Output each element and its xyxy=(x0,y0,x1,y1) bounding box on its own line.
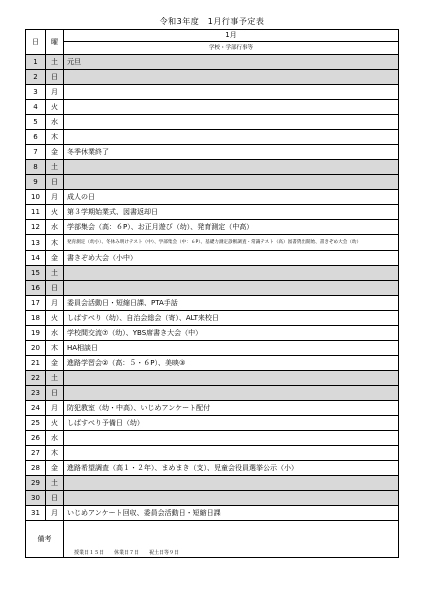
table-row xyxy=(26,85,399,100)
header-month-cell xyxy=(64,30,399,55)
table-row xyxy=(26,145,399,160)
table-row xyxy=(26,100,399,115)
event-cell: 元旦 xyxy=(64,55,399,70)
weekday-cell: 火 xyxy=(46,311,64,326)
weekday-cell: 火 xyxy=(46,416,64,431)
weekday-cell: 月 xyxy=(46,85,64,100)
day-cell: 24 xyxy=(26,401,46,416)
event-cell: 成人の日 xyxy=(64,190,399,205)
table-row xyxy=(26,175,399,190)
event-cell xyxy=(64,100,399,115)
table-row xyxy=(26,311,399,326)
day-cell: 11 xyxy=(26,205,46,220)
weekday-cell: 水 xyxy=(46,326,64,341)
weekday-cell: 日 xyxy=(46,386,64,401)
table-row xyxy=(26,446,399,461)
table-row xyxy=(26,251,399,266)
header-subheader: 学校・学部行事等 xyxy=(208,45,253,51)
event-cell xyxy=(64,431,399,446)
day-cell: 26 xyxy=(26,431,46,446)
event-cell: HA相談日 xyxy=(64,341,399,356)
weekday-cell: 水 xyxy=(46,115,64,130)
day-cell: 19 xyxy=(26,326,46,341)
weekday-cell: 月 xyxy=(46,190,64,205)
weekday-cell: 火 xyxy=(46,100,64,115)
weekday-cell: 土 xyxy=(46,266,64,281)
table-row xyxy=(26,401,399,416)
weekday-cell: 月 xyxy=(46,506,64,521)
table-row xyxy=(26,205,399,220)
summary-note: 授業日１５日 休業日７日 祝土日等９日 xyxy=(74,550,180,556)
event-cell: 発育測定（幼小）、冬休み明けテスト（中）、学部集会（中：６P）、基礎力測定診断調査・常識テスト（高）図書貸出開始、書きぞめ大会（幼） xyxy=(64,235,399,251)
day-cell: 27 xyxy=(26,446,46,461)
event-cell xyxy=(64,160,399,175)
day-cell: 30 xyxy=(26,491,46,506)
weekday-cell: 土 xyxy=(46,55,64,70)
day-cell: 22 xyxy=(26,371,46,386)
event-cell: 書きぞめ大会（小中） xyxy=(64,251,399,266)
event-cell: 学部集会（高：６P）、お正月遊び（幼）、発育測定（中高） xyxy=(64,220,399,235)
day-cell: 31 xyxy=(26,506,46,521)
table-row xyxy=(26,506,399,521)
remarks-label: 備考 xyxy=(26,521,64,558)
table-row xyxy=(26,296,399,311)
day-cell: 16 xyxy=(26,281,46,296)
table-row xyxy=(26,160,399,175)
table-row xyxy=(26,266,399,281)
event-cell xyxy=(64,476,399,491)
day-cell: 15 xyxy=(26,266,46,281)
schedule-table xyxy=(25,29,399,558)
day-cell: 14 xyxy=(26,251,46,266)
event-cell: いじめアンケート回収、委員会活動日・短縮日課 xyxy=(64,506,399,521)
weekday-cell: 金 xyxy=(46,251,64,266)
event-cell xyxy=(64,70,399,85)
day-cell: 20 xyxy=(26,341,46,356)
day-cell: 4 xyxy=(26,100,46,115)
day-cell: 9 xyxy=(26,175,46,190)
event-cell xyxy=(64,281,399,296)
table-row xyxy=(26,476,399,491)
page-title: 令和3年度 1月行事予定表 xyxy=(159,17,265,26)
day-cell: 7 xyxy=(26,145,46,160)
weekday-cell: 木 xyxy=(46,130,64,145)
table-row xyxy=(26,386,399,401)
event-cell xyxy=(64,266,399,281)
weekday-cell: 金 xyxy=(46,356,64,371)
weekday-cell: 日 xyxy=(46,70,64,85)
weekday-cell: 土 xyxy=(46,476,64,491)
table-row xyxy=(26,281,399,296)
weekday-cell: 月 xyxy=(46,296,64,311)
day-cell: 10 xyxy=(26,190,46,205)
event-cell: 冬季休業終了 xyxy=(64,145,399,160)
table-row xyxy=(26,416,399,431)
event-cell xyxy=(64,115,399,130)
event-cell: しばすべり（幼）、自治会総会（寄）、ALT来校日 xyxy=(64,311,399,326)
table-row xyxy=(26,461,399,476)
weekday-cell: 日 xyxy=(46,281,64,296)
weekday-cell: 火 xyxy=(46,205,64,220)
day-cell: 17 xyxy=(26,296,46,311)
day-cell: 1 xyxy=(26,55,46,70)
table-row xyxy=(26,371,399,386)
day-cell: 12 xyxy=(26,220,46,235)
day-cell: 3 xyxy=(26,85,46,100)
event-cell xyxy=(64,491,399,506)
day-cell: 21 xyxy=(26,356,46,371)
day-cell: 23 xyxy=(26,386,46,401)
header-weekday: 曜 xyxy=(46,30,64,55)
weekday-cell: 金 xyxy=(46,145,64,160)
event-cell xyxy=(64,386,399,401)
event-cell xyxy=(64,175,399,190)
table-row xyxy=(26,491,399,506)
day-cell: 6 xyxy=(26,130,46,145)
event-cell xyxy=(64,371,399,386)
table-row xyxy=(26,115,399,130)
table-row xyxy=(26,356,399,371)
day-cell: 18 xyxy=(26,311,46,326)
event-cell: 進路学習会②（高：５・６P）、美映③ xyxy=(64,356,399,371)
day-cell: 2 xyxy=(26,70,46,85)
weekday-cell: 金 xyxy=(46,461,64,476)
event-cell xyxy=(64,130,399,145)
weekday-cell: 日 xyxy=(46,491,64,506)
weekday-cell: 水 xyxy=(46,220,64,235)
day-cell: 5 xyxy=(26,115,46,130)
table-row xyxy=(26,341,399,356)
weekday-cell: 水 xyxy=(46,431,64,446)
event-cell: 委員会活動日・短縮日課、PTA手話 xyxy=(64,296,399,311)
table-row xyxy=(26,130,399,145)
event-cell: 第３学期始業式、図書返却日 xyxy=(64,205,399,220)
weekday-cell: 木 xyxy=(46,341,64,356)
day-cell: 8 xyxy=(26,160,46,175)
table-row xyxy=(26,431,399,446)
table-row xyxy=(26,70,399,85)
event-cell: 防犯教室（幼・中高）、いじめアンケート配付 xyxy=(64,401,399,416)
weekday-cell: 土 xyxy=(46,371,64,386)
header-day: 日 xyxy=(26,30,46,55)
day-cell: 29 xyxy=(26,476,46,491)
weekday-cell: 日 xyxy=(46,175,64,190)
event-cell: 進路希望調査（高１・２年）、まめまき（支）、児童会役員選挙公示（小） xyxy=(64,461,399,476)
weekday-cell: 土 xyxy=(46,160,64,175)
table-header xyxy=(26,30,399,55)
table-row xyxy=(26,190,399,205)
table-row xyxy=(26,55,399,70)
day-cell: 25 xyxy=(26,416,46,431)
header-month: 1月 xyxy=(64,30,398,42)
table-row xyxy=(26,235,399,251)
table-row xyxy=(26,220,399,235)
day-cell: 28 xyxy=(26,461,46,476)
event-cell xyxy=(64,85,399,100)
table-row xyxy=(26,326,399,341)
weekday-cell: 木 xyxy=(46,446,64,461)
event-cell: 学校間交流⑦（幼）、YBS席書き大会（中） xyxy=(64,326,399,341)
day-cell: 13 xyxy=(26,235,46,251)
weekday-cell: 木 xyxy=(46,235,64,251)
event-cell xyxy=(64,446,399,461)
event-cell: しばすべり予備日（幼） xyxy=(64,416,399,431)
weekday-cell: 月 xyxy=(46,401,64,416)
